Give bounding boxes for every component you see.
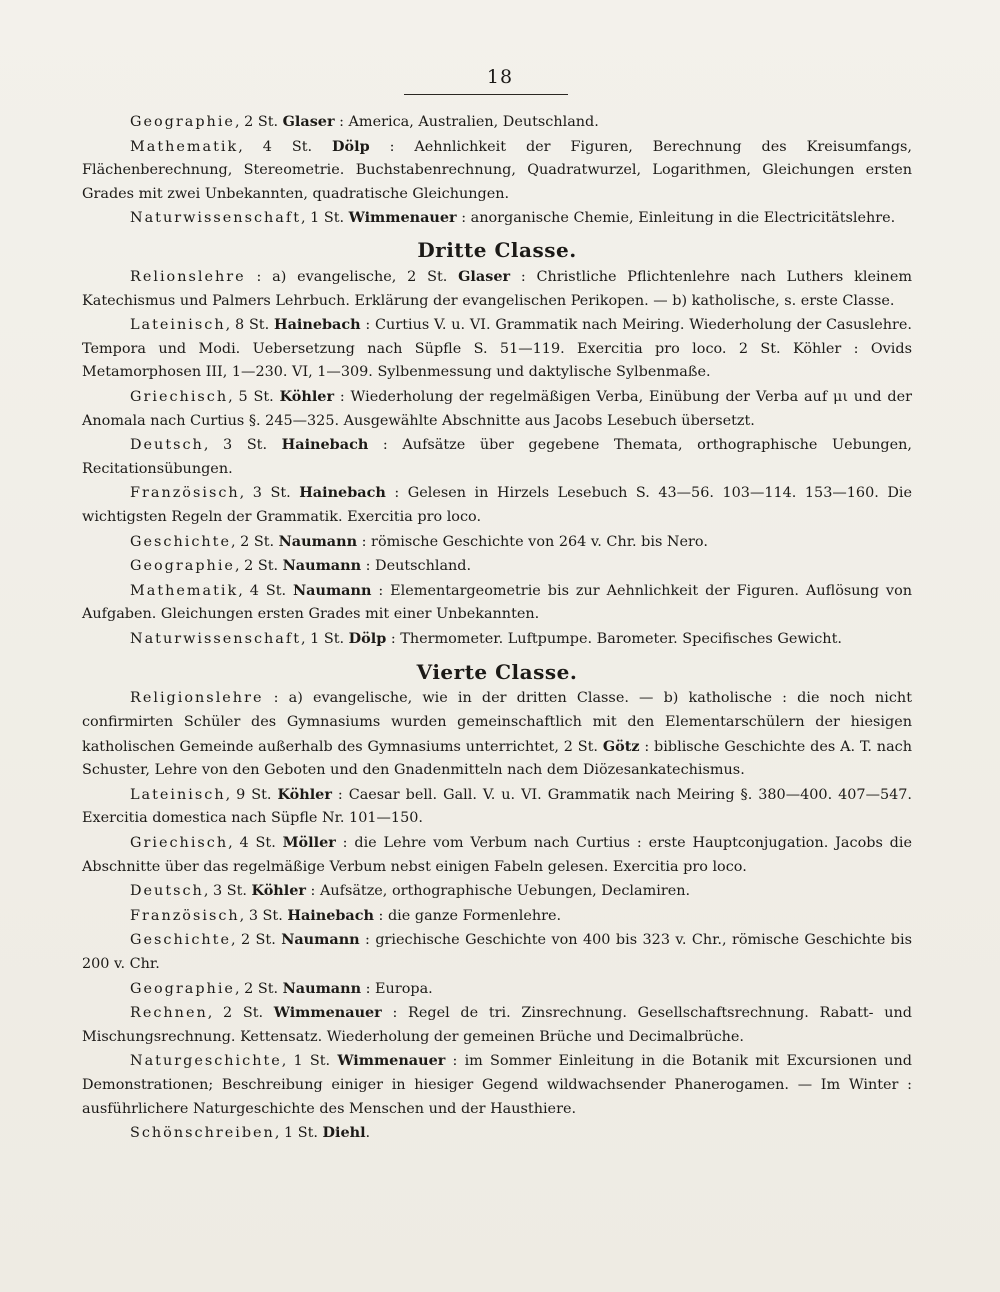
subject-entry <box>82 928 912 976</box>
subject-name: Deutsch <box>130 437 204 454</box>
subject-entry <box>82 206 912 231</box>
subject-content: : Deutschland. <box>361 558 472 575</box>
subject-entry <box>82 554 912 579</box>
subject-hours: , 3 St. <box>203 437 282 454</box>
subject-name: Relionslehre <box>130 268 246 285</box>
subject-hours: , 5 St. <box>228 388 280 405</box>
teacher-name: Dölp <box>348 629 387 647</box>
teacher-name: Möller <box>282 834 336 852</box>
subject-hours: , 2 St. <box>234 980 283 997</box>
subject-name: Lateinisch <box>130 786 226 803</box>
subject-name: Geographie <box>130 114 235 130</box>
subject-name: Geschichte <box>130 533 231 550</box>
top-section <box>82 110 912 231</box>
section-heading-vierte: Vierte Classe. <box>416 660 578 685</box>
subject-entry <box>82 879 912 904</box>
subject-hours: : a) evangelische, 2 St. <box>245 268 459 285</box>
page-number-rule <box>404 94 568 95</box>
subject-hours: , 2 St. <box>207 1005 274 1022</box>
subject-name: Geographie <box>130 980 235 997</box>
subject-entry <box>82 783 912 831</box>
subject-hours: , 1 St. <box>281 1053 338 1070</box>
teacher-name: Hainebach <box>287 906 374 924</box>
subject-entry <box>82 385 912 433</box>
page-content <box>82 110 912 1146</box>
subject-content: : America, Australien, Deutschland. <box>334 114 599 130</box>
teacher-name: Götz <box>602 737 640 755</box>
subject-name: Geschichte <box>130 932 231 949</box>
subject-content: : Thermometer. Luftpumpe. Barometer. Specifisches Gewicht. <box>386 630 842 647</box>
teacher-name: Wimmenauer <box>337 1052 446 1070</box>
subject-content: : Gelesen in Hirzels Lesebuch S. 43—56. 103—114. 153—160. Die wichtigsten Regeln der Grammatik. Exercitia pro loco. <box>82 485 912 525</box>
subject-name: Französisch <box>130 485 240 502</box>
teacher-name: Naumann <box>282 557 362 575</box>
subject-name: Lateinisch <box>130 317 226 334</box>
teacher-name: Naumann <box>282 979 362 997</box>
subject-content: : Europa. <box>361 980 433 997</box>
subject-content: : Wiederholung der regelmäßigen Verba, Einübung der Verba auf μι und der Anomala nach Curtius §. 245—325. Ausgewählte Abschnitte aus Jacobs Lesebuch übersetzt. <box>82 388 912 429</box>
subject-content: : römische Geschichte von 264 v. Chr. bis Nero. <box>357 533 708 550</box>
teacher-name: Köhler <box>251 882 306 900</box>
subject-entry <box>82 1049 912 1121</box>
subject-hours: , 1 St. <box>300 630 349 647</box>
subject-entry <box>82 627 912 652</box>
subject-entry <box>82 110 912 135</box>
subject-name: Schönschreiben <box>130 1125 275 1142</box>
subject-hours: , 4 St. <box>228 835 283 852</box>
subject-content: : Aehnlichkeit der Figuren, Berechnung des Kreisumfangs, Flächenberechnung, Stereometrie. Buchstabenrechnung, Quadratwurzel, Logarithmen, Gleichungen ersten Grades mit zwei Unbekannten, quadratische Gleichungen. <box>82 138 912 202</box>
subject-name: Mathematik <box>130 582 239 599</box>
subject-name: Griechisch <box>130 388 229 405</box>
section-heading-dritte: Dritte Classe. <box>417 237 577 262</box>
page-number: 18 <box>486 66 514 88</box>
subject-entry <box>82 481 912 529</box>
teacher-name: Wimmenauer <box>348 209 457 227</box>
subject-hours: , 2 St. <box>234 558 283 575</box>
subject-entry <box>82 831 912 879</box>
subject-name: Naturwissenschaft <box>130 630 301 647</box>
subject-content: : Christliche Pflichtenlehre nach Luthers kleinem Katechismus und Palmers Lehrbuch. Erklärung der evangelischen Perikopen. — b) katholische, s. erste Classe. <box>82 268 912 309</box>
subject-entry <box>82 1001 912 1049</box>
subject-content: : Regel de tri. Zinsrechnung. Gesellschaftsrechnung. Rabatt- und Mischungsrechnung. Kettensatz. Wiederholung der gemeinen Brüche und Decimalbrüche. <box>82 1005 912 1045</box>
subject-hours: , 3 St. <box>239 907 288 924</box>
subject-entry <box>82 135 912 207</box>
subject-content: : Elementargeometrie bis zur Aehnlichkeit der Figuren. Auflösung von Aufgaben. Gleichungen ersten Grades mit einer Unbekannten. <box>82 582 912 623</box>
subject-hours: , 4 St. <box>238 138 333 155</box>
teacher-name: Wimmenauer <box>273 1004 382 1022</box>
subject-content: : Curtius V. u. VI. Grammatik nach Meiring. Wiederholung der Casuslehre. Tempora und Modi. Uebersetzung nach Süpfle S. 51—119. Exercitia pro loco. 2 St. Köhler : Ovids Metamorphosen III, 1—230. VI, 1—309. Sylbenmessung und daktylische Sylbenmaße. <box>82 317 912 381</box>
subject-name: Mathematik <box>130 138 239 155</box>
subject-content: : Caesar bell. Gall. V. u. VI. Grammatik nach Meiring §. 380—400. 407—547. Exercitia domestica nach Süpfle Nr. 101—150. <box>82 786 912 827</box>
subject-hours: , 3 St. <box>239 485 300 502</box>
teacher-name: Glaser <box>282 113 335 130</box>
subject-content: . <box>365 1125 371 1142</box>
teacher-name: Hainebach <box>299 484 386 502</box>
subject-name: Deutsch <box>130 883 204 900</box>
subject-content: : griechische Geschichte von 400 bis 323 v. Chr., römische Geschichte bis 200 v. Chr. <box>82 932 913 972</box>
teacher-name: Naumann <box>281 931 360 949</box>
dritte-classe-section <box>82 265 912 652</box>
subject-content: : Aufsätze über gegebene Themata, orthographische Uebungen, Recitationsübungen. <box>82 437 912 477</box>
teacher-name: Hainebach <box>273 316 361 334</box>
subject-content: : die Lehre vom Verbum nach Curtius : erste Hauptconjugation. Jacobs die Abschnitte über das regelmäßige Verbum nebst einigen Fabeln gelesen. Exercitia pro loco. <box>82 835 913 875</box>
teacher-name: Dölp <box>332 137 370 155</box>
subject-hours: , 4 St. <box>238 582 294 599</box>
subject-entry <box>82 687 912 782</box>
subject-content: : anorganische Chemie, Einleitung in die Electricitätslehre. <box>456 210 896 227</box>
teacher-name: Naumann <box>293 581 372 599</box>
subject-name: Naturgeschichte <box>130 1053 282 1070</box>
subject-hours: , 9 St. <box>225 786 278 803</box>
subject-entry <box>82 977 912 1002</box>
teacher-name: Köhler <box>279 387 335 405</box>
subject-hours: , 8 St. <box>225 317 274 334</box>
subject-hours: , 2 St. <box>234 114 283 130</box>
subject-content: : Aufsätze, orthographische Uebungen, Declamiren. <box>305 883 691 900</box>
subject-entry <box>82 530 912 555</box>
teacher-name: Naumann <box>278 532 358 550</box>
subject-entry <box>82 904 912 929</box>
subject-name: Geographie <box>130 558 235 575</box>
subject-entry <box>82 265 912 313</box>
teacher-name: Hainebach <box>281 436 369 454</box>
teacher-name: Glaser <box>458 267 511 285</box>
subject-entry <box>82 579 912 627</box>
subject-hours: , 3 St. <box>203 883 252 900</box>
subject-entry <box>82 433 912 481</box>
subject-content: : biblische Geschichte des A. T. nach Schuster, Lehre von den Geboten und den Gnadenmitteln nach dem Diözesankatechismus. <box>82 738 912 779</box>
subject-name: Rechnen <box>130 1005 208 1022</box>
subject-hours: , 2 St. <box>230 533 279 550</box>
subject-name: Griechisch <box>130 835 229 852</box>
subject-name: Naturwissenschaft <box>130 210 301 227</box>
subject-entry <box>82 1121 912 1146</box>
subject-hours: , 1 St. <box>274 1125 323 1142</box>
vierte-classe-section <box>82 687 912 1145</box>
subject-name: Französisch <box>130 907 240 924</box>
subject-content: : im Sommer Einleitung in die Botanik mit Excursionen und Demonstrationen; Beschreibung einiger in hiesiger Gegend wildwachsender Phanerogamen. — Im Winter : ausführlichere Naturgeschichte des Menschen und der Hausthiere. <box>82 1053 912 1117</box>
teacher-name: Diehl <box>322 1124 366 1142</box>
subject-content: : die ganze Formenlehre. <box>373 907 562 924</box>
subject-name: Religionslehre <box>130 690 264 707</box>
subject-hours: , 2 St. <box>230 932 282 949</box>
subject-entry <box>82 313 912 385</box>
subject-hours: : a) evangelische, wie in der dritten Classe. — b) katholische : die noch nicht confirmirten Schüler des Gymnasiums wurden gemeinschaftlich mit den Elementarschülern der hiesigen katholischen Gemeinde außerhalb des Gymnasiums unterrichtet, 2 St. <box>82 690 912 755</box>
teacher-name: Köhler <box>277 785 332 803</box>
subject-hours: , 1 St. <box>300 210 349 227</box>
